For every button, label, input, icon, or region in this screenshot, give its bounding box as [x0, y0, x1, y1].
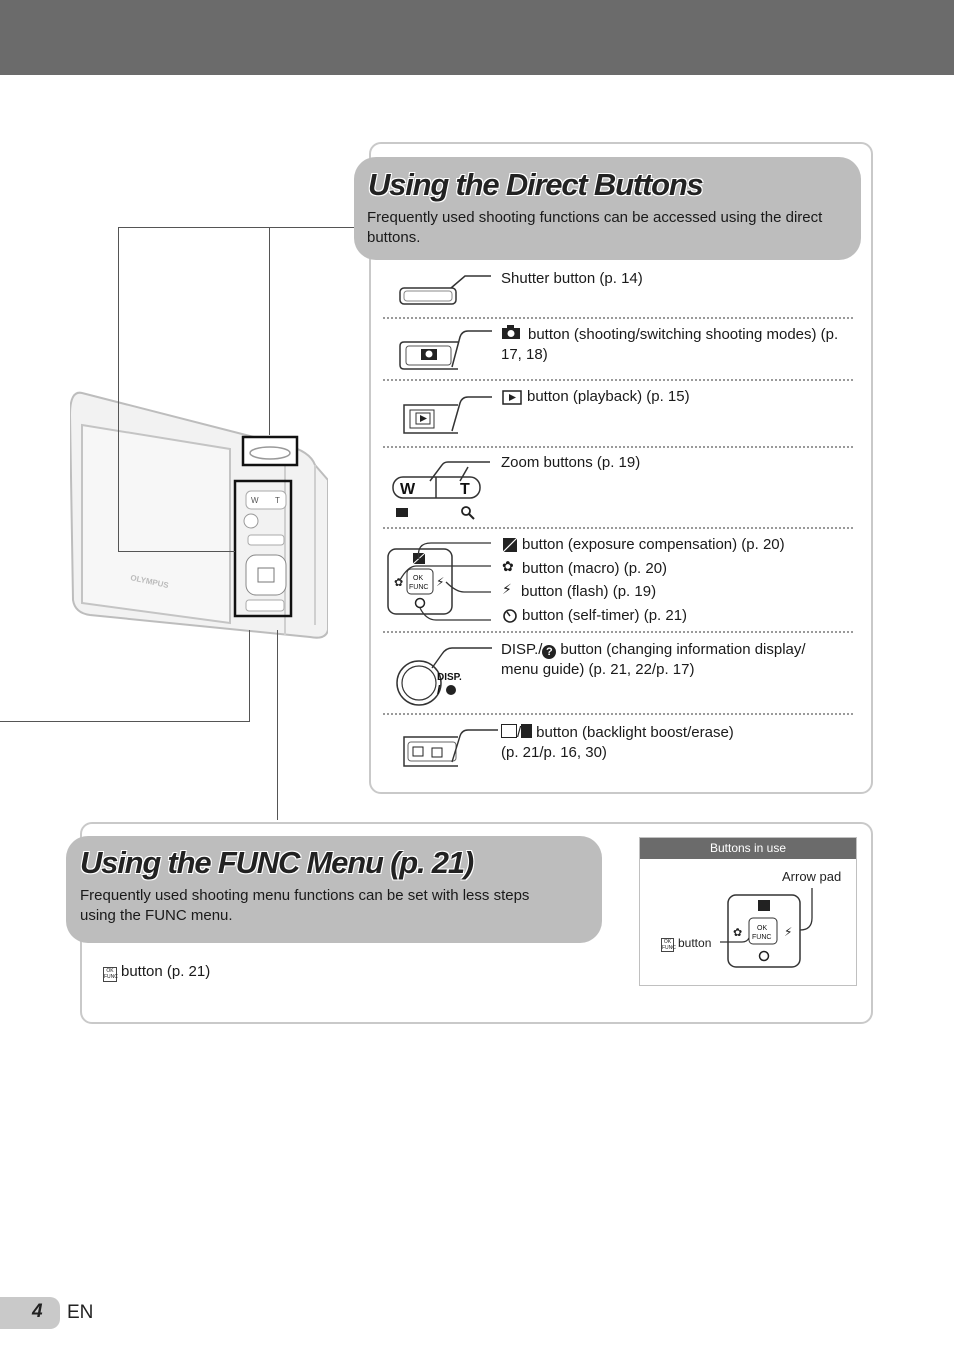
disp-button-icon	[392, 640, 496, 708]
backlight-erase-desc: / button (backlight boost/erase) (p. 21/p. 16, 30)	[501, 724, 734, 761]
arrow-pad-label: Arrow pad	[782, 869, 842, 884]
trash-icon	[521, 724, 532, 738]
svg-text:FUNC: FUNC	[409, 584, 429, 591]
camera-illustration	[70, 385, 328, 640]
direct-buttons-title: Using the Direct Buttons	[368, 167, 703, 202]
backlight-icon	[501, 724, 517, 738]
buttons-in-use-box	[639, 837, 857, 986]
svg-text:OK: OK	[757, 925, 768, 932]
shutter-button-icon	[395, 270, 495, 310]
exposure-button-desc: button (exposure compensation) (p. 20)	[522, 536, 785, 553]
backlight-erase-button-icon	[398, 722, 498, 772]
shutter-button-desc: Shutter button (p. 14)	[501, 270, 643, 287]
ok-button-label: OK FUNC button	[662, 936, 712, 951]
svg-text:/: /	[437, 683, 441, 697]
svg-text:DISP.: DISP.	[437, 672, 462, 683]
shooting-mode-button-desc: button (shooting/switching shooting modes) (p. 17, 18)	[501, 326, 839, 363]
language-label: EN	[67, 1302, 94, 1323]
func-menu-title: Using the FUNC Menu (p. 21)	[80, 845, 473, 880]
func-menu-header	[66, 836, 602, 943]
flash-button-desc: button (flash) (p. 19)	[521, 583, 657, 600]
ok-func-icon: OK FUNC	[104, 968, 118, 980]
func-menu-intro: Frequently used shooting menu functions can be set with less steps using the FUNC menu.	[80, 887, 530, 924]
svg-text:FUNC: FUNC	[752, 934, 772, 941]
ok-button-ref: OK FUNC button (p. 21)	[104, 963, 211, 980]
arrow-pad-icon	[386, 538, 496, 628]
svg-text:⚡: ⚡	[436, 575, 445, 589]
shooting-mode-button-icon	[398, 325, 498, 375]
disp-button-desc: DISP./ ? button (changing information display/ menu guide) (p. 21, 22/p. 17)	[501, 641, 806, 678]
self-timer-button-desc: button (self-timer) (p. 21)	[522, 607, 688, 624]
svg-text:✿: ✿	[394, 576, 404, 589]
playback-button-desc: button (playback) (p. 15)	[527, 388, 690, 405]
page-number: 4	[32, 1301, 43, 1322]
macro-button-desc: button (macro) (p. 20)	[522, 560, 668, 577]
arrow-pad-small-icon	[720, 888, 820, 978]
svg-text:OK: OK	[413, 575, 424, 582]
svg-text:⚡: ⚡	[784, 925, 793, 939]
page-number-badge	[0, 1297, 60, 1329]
disp-label: DISP.	[501, 641, 539, 658]
help-icon: ?	[542, 645, 556, 659]
svg-text:W: W	[251, 496, 259, 505]
zoom-t-label: T	[460, 481, 470, 498]
direct-buttons-header	[354, 157, 861, 260]
buttons-in-use-title: Buttons in use	[640, 838, 856, 859]
playback-button-icon	[398, 387, 498, 437]
zoom-buttons-desc: Zoom buttons (p. 19)	[501, 454, 641, 471]
svg-text:T: T	[275, 496, 280, 505]
svg-text:✿: ✿	[733, 926, 743, 939]
zoom-w-label: W	[400, 481, 416, 498]
camera-brand: OLYMPUS	[129, 573, 170, 591]
zoom-buttons-icon	[390, 455, 500, 523]
ok-func-small-icon: OK FUNC	[662, 939, 676, 951]
macro-icon: ✿	[502, 559, 514, 575]
direct-buttons-intro: Frequently used shooting functions can be accessed using the direct buttons.	[367, 209, 823, 246]
top-bar	[0, 0, 954, 75]
flash-icon: ⚡	[502, 582, 512, 598]
